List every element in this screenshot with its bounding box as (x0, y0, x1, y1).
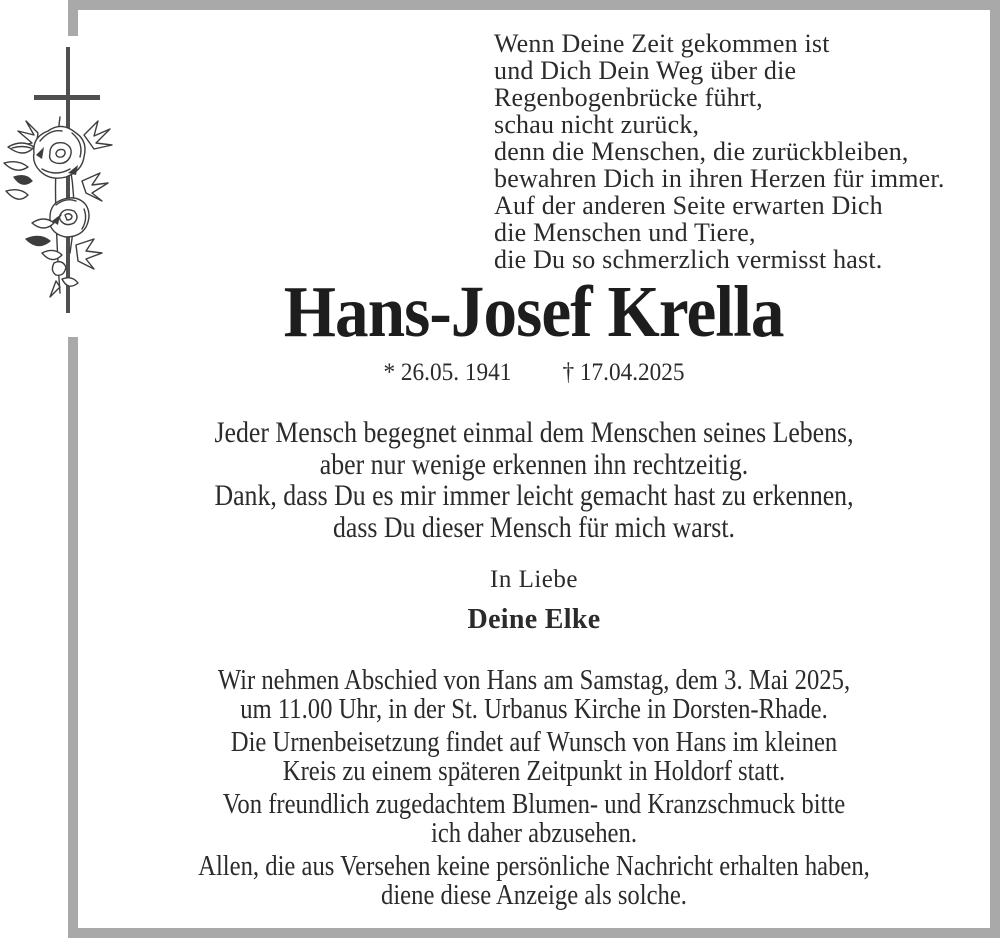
announcement-line: Wir nehmen Abschied von Hans am Samstag, dem 3. Mai 2025, (217, 664, 851, 696)
tribute-line: aber nur wenige erkennen ihn rechtzeitig. (319, 447, 749, 481)
memorial-cross-bar-icon (34, 95, 100, 100)
tribute-line: Dank, dass Du es mir immer leicht gemacht hast zu erkennen, (214, 479, 854, 512)
announcement-line: Die Urnenbeisetzung findet auf Wunsch von Hans im kleinen (230, 726, 838, 758)
announcement-paragraph (146, 728, 921, 785)
frame-left-border (68, 337, 78, 928)
announcement-paragraph (146, 852, 921, 909)
tribute-verse (142, 417, 926, 543)
frame-bottom-border (68, 928, 1000, 938)
announcement-line: Kreis zu einem späteren Zeitpunkt in Holdorf statt. (282, 754, 786, 787)
poem-line: die Menschen und Tiere, (494, 218, 756, 247)
poem-line: Auf der anderen Seite erwarten Dich (494, 191, 883, 220)
poem-line: Regenbogenbrücke führt, (494, 83, 763, 112)
announcement-paragraph (146, 790, 921, 847)
poem-line: schau nicht zurück, (494, 110, 700, 139)
poem-line: Wenn Deine Zeit gekommen ist (494, 29, 830, 58)
poem-line: und Dich Dein Weg über die (494, 56, 797, 85)
tribute-line: dass Du dieser Mensch für mich warst. (333, 510, 735, 544)
frame-right-border (990, 0, 1000, 938)
deceased-name-row (78, 271, 990, 352)
frame-top-border (68, 0, 1000, 10)
announcement-line: um 11.00 Uhr, in der St. Urbanus Kirche in Dorsten-Rhade. (240, 692, 828, 725)
tribute-line: Jeder Mensch begegnet einmal dem Menschen seines Lebens, (214, 416, 854, 449)
roses-bouquet-icon (0, 103, 122, 303)
announcement-line: ich daher abzusehen. (430, 816, 637, 849)
poem-line: denn die Menschen, die zurückbleiben, (494, 137, 909, 166)
frame-left-top-stub (68, 0, 78, 36)
announcements (146, 666, 921, 914)
poem-line: die Du so schmerzlich vermisst hast. (494, 245, 883, 274)
announcement-line: Allen, die aus Versehen keine persönliche Nachricht erhalten haben, (198, 850, 870, 882)
poem-line: bewahren Dich in ihren Herzen für immer. (494, 164, 945, 193)
death-date: † 17.04.2025 (562, 359, 685, 386)
deceased-name: Hans-Josef Krella (284, 271, 784, 352)
life-dates-row (78, 358, 990, 388)
announcement-line: Von freundlich zugedachtem Blumen- und Kranzschmuck bitte (222, 788, 846, 820)
signature-line: Deine Elke (467, 604, 601, 635)
poem (494, 30, 945, 273)
closing-line: In Liebe (490, 566, 578, 593)
birth-date: * 26.05. 1941 (383, 359, 512, 386)
announcement-paragraph (146, 666, 921, 723)
announcement-line: diene diese Anzeige als solche. (381, 878, 687, 911)
